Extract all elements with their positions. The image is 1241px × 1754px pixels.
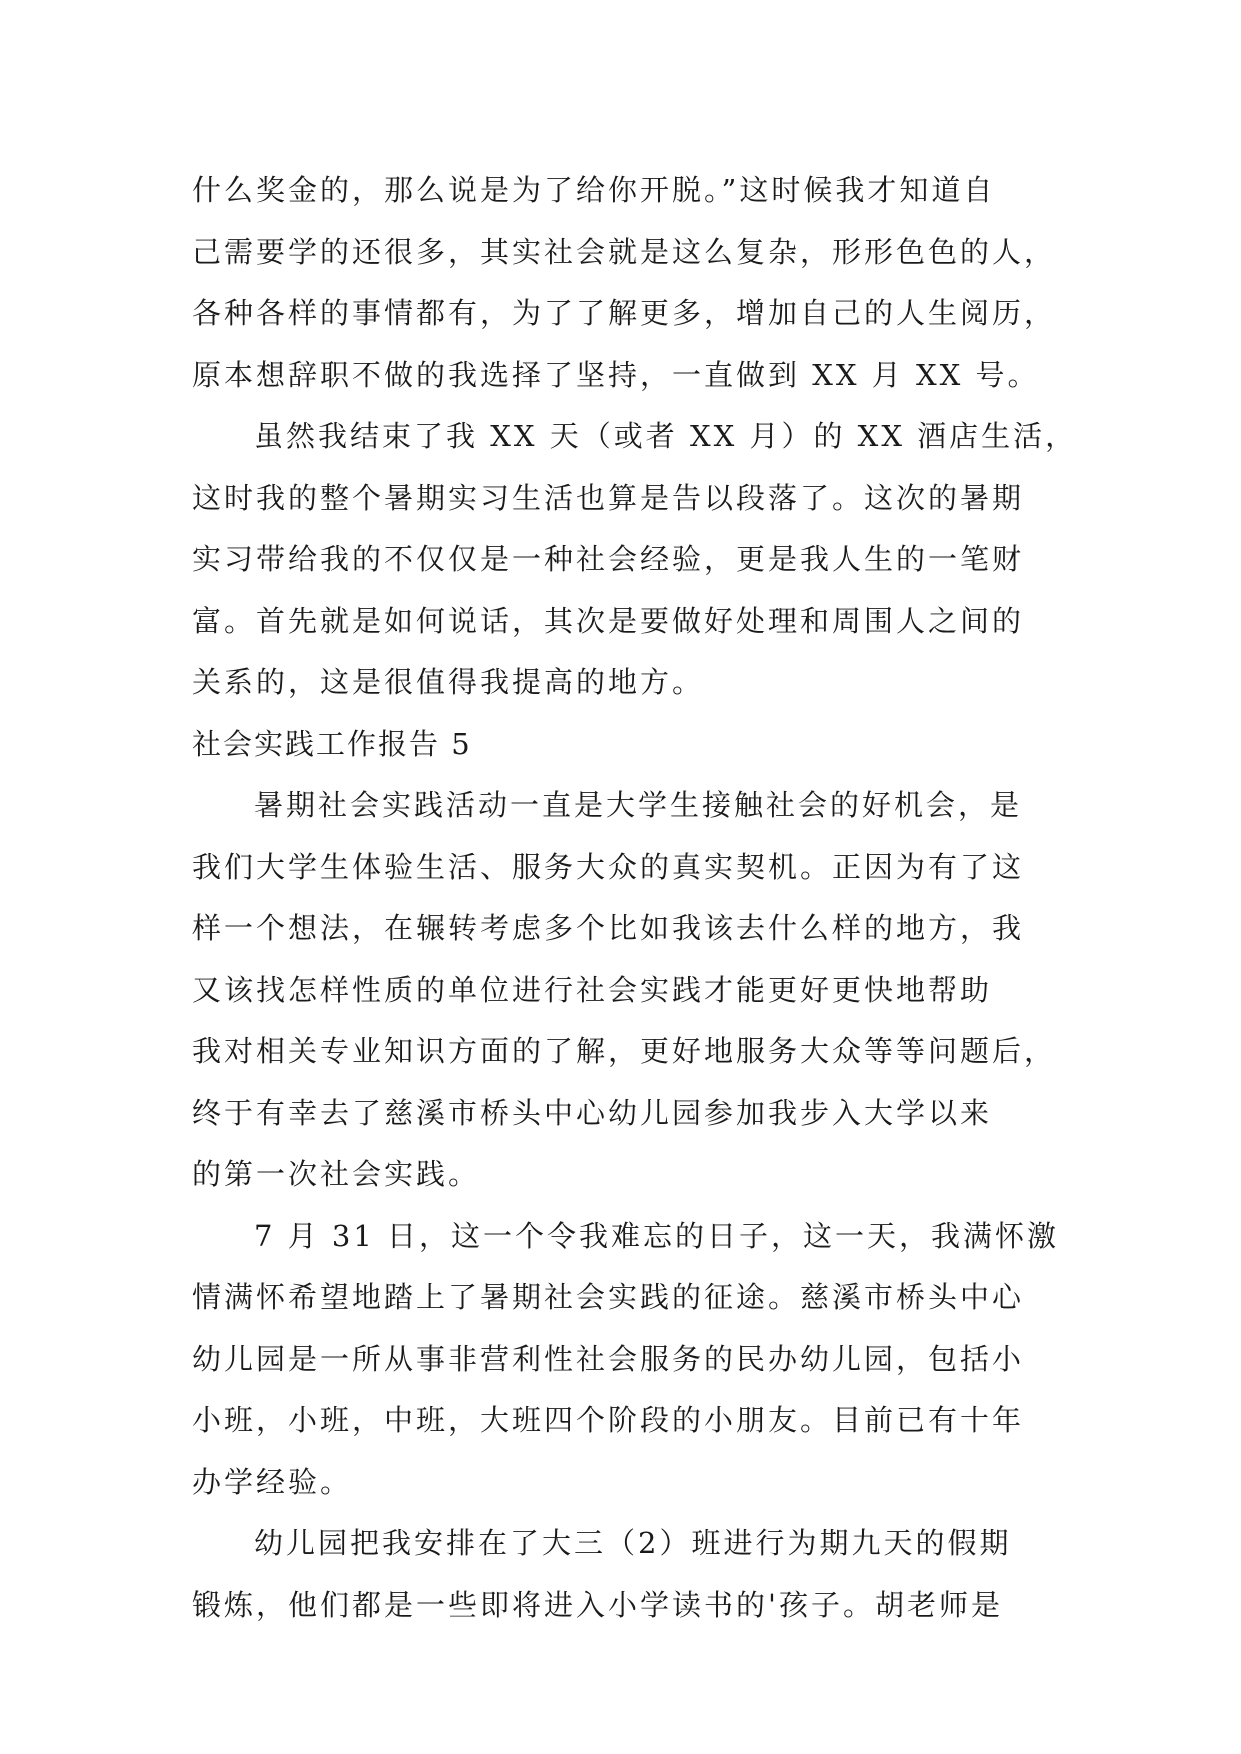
text-line: 情满怀希望地踏上了暑期社会实践的征途。慈溪市桥头中心	[192, 1280, 1025, 1314]
text-line: 样一个想法，在辗转考虑多个比如我该去什么样的地方，我	[192, 911, 1025, 945]
text-line: 实习带给我的不仅仅是一种社会经验，更是我人生的一笔财	[192, 542, 1025, 576]
text-line: 的第一次社会实践。	[192, 1157, 481, 1191]
text-line: 我们大学生体验生活、服务大众的真实契机。正因为有了这	[192, 849, 1025, 884]
text-line: 终于有幸去了慈溪市桥头中心幼儿园参加我步入大学以来	[192, 1095, 993, 1130]
text-line: 这时我的整个暑期实习生活也算是告以段落了。这次的暑期	[192, 480, 1025, 515]
text-line: 幼儿园是一所从事非营利性社会服务的民办幼儿园，包括小	[192, 1341, 1025, 1376]
text-line: 富。首先就是如何说话，其次是要做好处理和周围人之间的	[192, 603, 1025, 638]
document-body	[192, 160, 1078, 1636]
text-line: 暑期社会实践活动一直是大学生接触社会的好机会，是	[254, 788, 1023, 822]
text-line: 什么奖金的，那么说是为了给你开脱。”这时候我才知道自	[192, 173, 996, 207]
text-line: 7 月 31 日，这一个令我难忘的日子，这一天，我满怀激	[254, 1218, 1060, 1253]
text-line: 虽然我结束了我 XX 天（或者 XX 月）的 XX 酒店生活，	[254, 419, 1078, 453]
text-line: 锻炼，他们都是一些即将进入小学读书的'孩子。胡老师是	[192, 1587, 1003, 1622]
text-line: 关系的，这是很值得我提高的地方。	[192, 665, 705, 699]
text-line: 我对相关专业知识方面的了解，更好地服务大众等等问题后，	[192, 1034, 1057, 1068]
text-line: 幼儿园把我安排在了大三（2）班进行为期九天的假期	[254, 1526, 1012, 1560]
text-line: 原本想辞职不做的我选择了坚持，一直做到 XX 月 XX 号。	[192, 357, 1040, 392]
text-line: 己需要学的还很多，其实社会就是这么复杂，形形色色的人，	[192, 234, 1057, 269]
text-line: 各种各样的事情都有，为了了解更多，增加自己的人生阅历，	[192, 296, 1057, 330]
text-line: 小班，小班，中班，大班四个阶段的小朋友。目前已有十年	[192, 1403, 1025, 1437]
text-line: 又该找怎样性质的单位进行社会实践才能更好更快地帮助	[192, 972, 993, 1007]
text-line: 办学经验。	[192, 1464, 353, 1499]
section-heading: 社会实践工作报告 5	[192, 726, 472, 761]
